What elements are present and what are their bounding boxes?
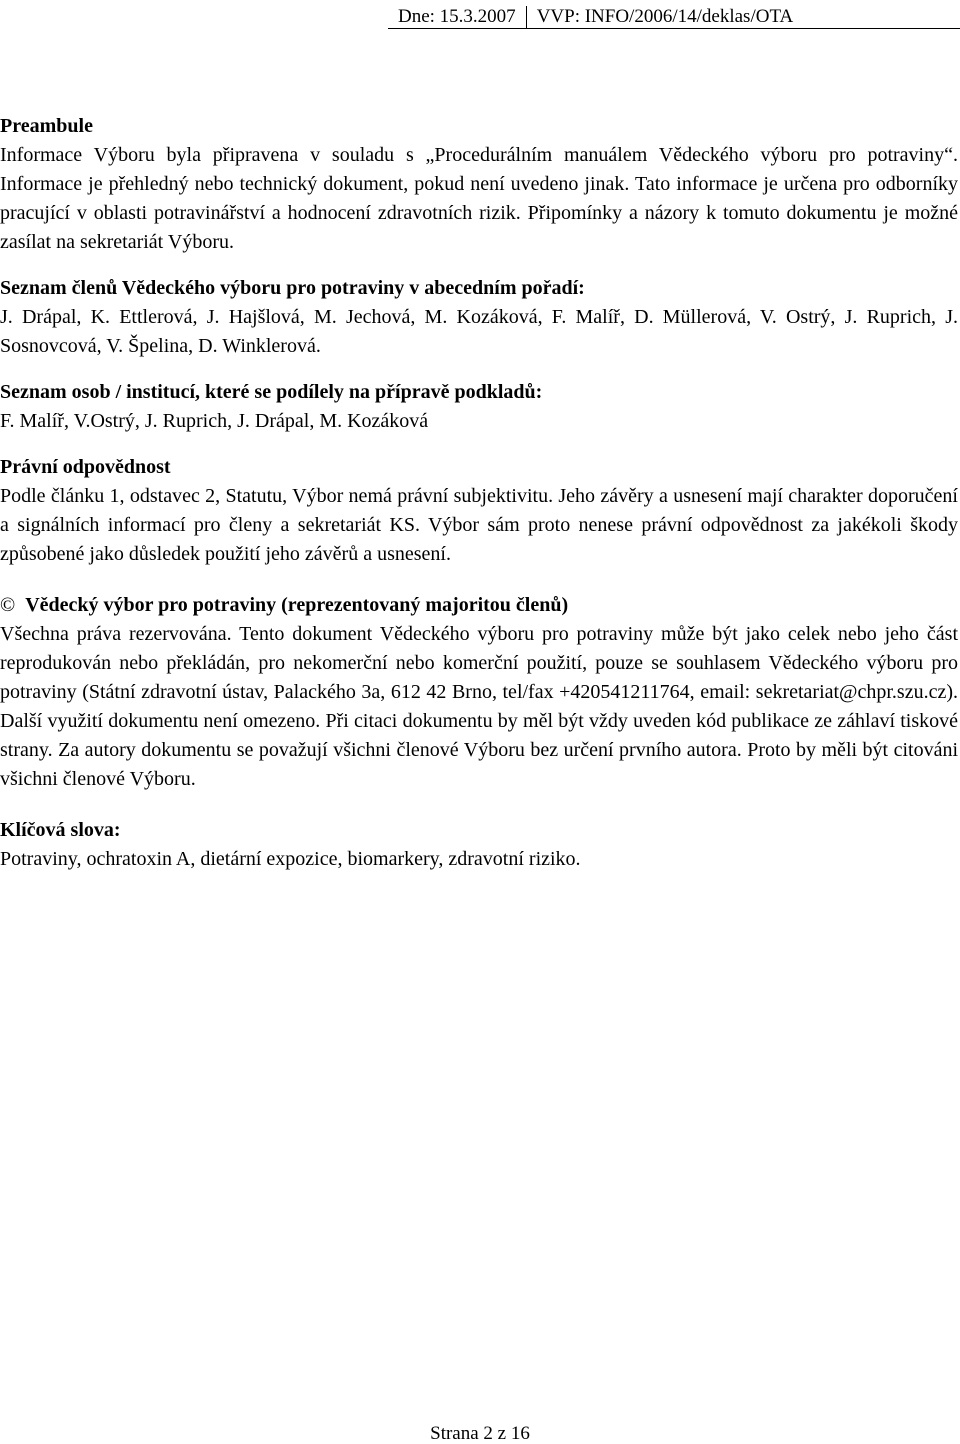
document-body xyxy=(0,112,958,874)
preamble-heading: Preambule xyxy=(0,115,93,137)
contributors-list: F. Malíř, V.Ostrý, J. Ruprich, J. Drápal, M. Kozáková xyxy=(0,410,429,432)
liability-heading: Právní odpovědnost xyxy=(0,456,171,478)
page-number: Strana 2 z 16 xyxy=(430,1423,530,1444)
copyright-title: Vědecký výbor pro potraviny (reprezentovaný majoritou členů) xyxy=(25,594,569,616)
preamble-text: Informace Výboru byla připravena v souladu s „Procedurálním manuálem Vědeckého výboru pro potraviny“. Informace je přehledný nebo technický dokument, pokud není uvedeno jinak. Tato informace je určena pro odborníky pracující v oblasti potravinářství a hodnocení zdravotních rizik. Připomínky a názory k tomuto dokumentu je možné zasílat na sekretariát Výboru. xyxy=(0,144,958,253)
header-date: Dne: 15.3.2007 xyxy=(398,6,516,27)
contributors-section xyxy=(0,378,958,436)
copyright-text: Všechna práva rezervována. Tento dokument Vědeckého výboru pro potraviny může být jako celek nebo jeho část reprodukován nebo překládán, pro nekomerční nebo komerční použití, pouze se souhlasem Vědeckého výboru pro potraviny (Státní zdravotní ústav, Palackého 3a, 612 42 Brno, tel/fax +420541211764, email: sekretariat@chpr.szu.cz). Další využití dokumentu není omezeno. Při citaci dokumentu by měl být vždy uveden kód publikace ze záhlaví tiskové strany. Za autory dokumentu se považují všichni členové Výboru bez určení prvního autora. Proto by měli být citováni všichni členové Výboru. xyxy=(0,623,958,790)
keywords-text: Potraviny, ochratoxin A, dietární expozice, biomarkery, zdravotní riziko. xyxy=(0,848,581,870)
document-header xyxy=(388,6,960,29)
keywords-heading: Klíčová slova: xyxy=(0,819,121,841)
liability-section xyxy=(0,453,958,569)
liability-text: Podle článku 1, odstavec 2, Statutu, Výbor nemá právní subjektivitu. Jeho závěry a usnesení mají charakter doporučení a signálních informací pro členy a sekretariát KS. Výbor sám proto nenese právní odpovědnost za jakékoli škody způsobené jako důsledek použití jeho závěrů a usnesení. xyxy=(0,485,958,565)
copyright-symbol: © xyxy=(0,594,16,616)
members-section xyxy=(0,274,958,361)
page-footer xyxy=(0,1424,960,1444)
members-heading: Seznam členů Vědeckého výboru pro potraviny v abecedním pořadí: xyxy=(0,277,585,299)
copyright-heading xyxy=(0,591,958,620)
contributors-heading: Seznam osob / institucí, které se podílely na přípravě podkladů: xyxy=(0,381,543,403)
preamble-section xyxy=(0,112,958,257)
keywords-section xyxy=(0,816,958,874)
copyright-section xyxy=(0,591,958,794)
members-list: J. Drápal, K. Ettlerová, J. Hajšlová, M. Jechová, M. Kozáková, F. Malíř, D. Müllerová, V. Ostrý, J. Ruprich, J. Sosnovcová, V. Špelina, D. Winklerová. xyxy=(0,306,958,357)
header-reference: VVP: INFO/2006/14/deklas/OTA xyxy=(526,6,804,28)
